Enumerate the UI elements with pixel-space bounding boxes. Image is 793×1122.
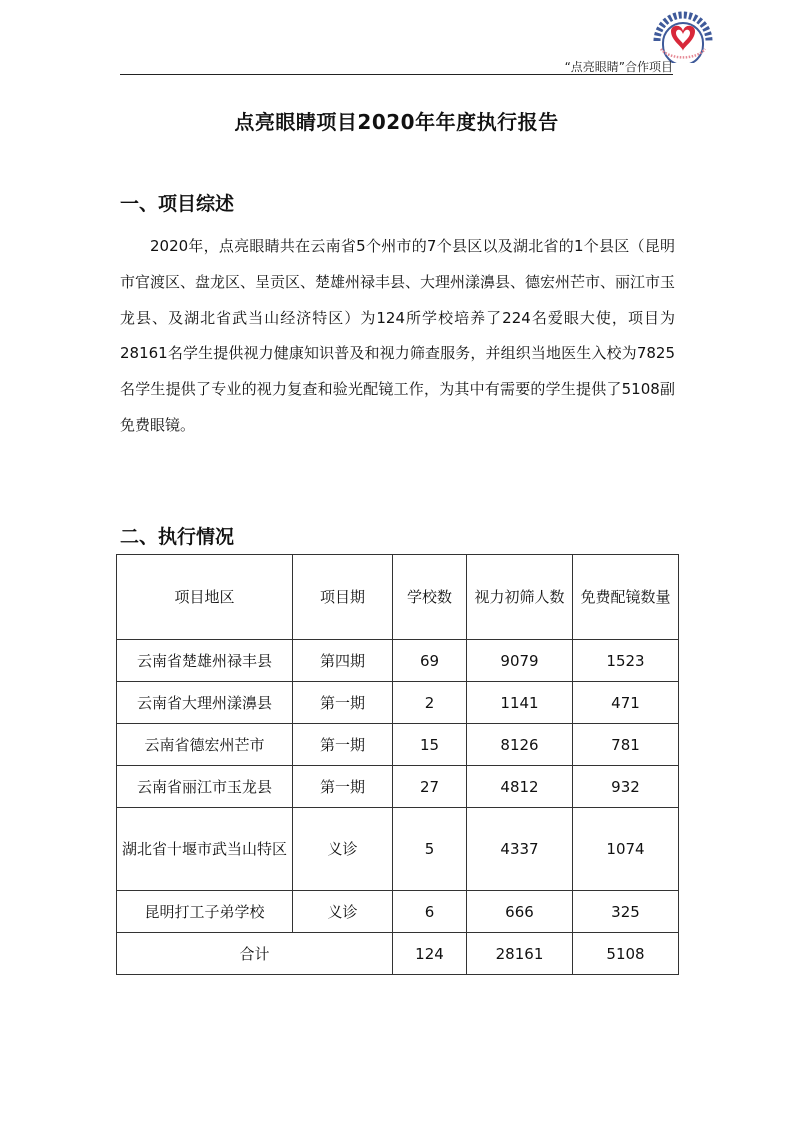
table-row (117, 724, 679, 766)
table-cell: 云南省德宏州芒市 (117, 724, 293, 766)
table-cell: 4812 (467, 766, 573, 808)
table-cell: 第一期 (293, 682, 393, 724)
table-row (117, 640, 679, 682)
overview-paragraph: 2020年，点亮眼睛共在云南省5个州市的7个县区以及湖北省的1个县区（昆明市官渡区、盘龙区、呈贡区、楚雄州禄丰县、大理州漾濞县、德宏州芒市、丽江市玉龙县、及湖北省武当山经济特区）为124所学校培养了224名爱眼大使，项目为28161名学生提供视力健康知识普及和视力筛查服务，并组织当地医生入校为7825名学生提供了专业的视力复查和验光配镜工作，为其中有需要的学生提供了5108副免费眼镜。 (120, 237, 676, 434)
total-screened: 28161 (467, 933, 573, 975)
total-schools: 124 (393, 933, 467, 975)
table-total-row (117, 933, 679, 975)
table-header-cell: 学校数 (393, 555, 467, 640)
table-cell: 5 (393, 808, 467, 891)
section-heading-overview: 一、项目综述 (120, 193, 235, 215)
table-cell: 1141 (467, 682, 573, 724)
table-header-cell: 项目期 (293, 555, 393, 640)
table-cell: 湖北省十堰市武当山特区 (117, 808, 293, 891)
table-row (117, 808, 679, 891)
table-cell: 9079 (467, 640, 573, 682)
execution-table (116, 554, 679, 975)
total-label: 合计 (117, 933, 393, 975)
table-cell: 第四期 (293, 640, 393, 682)
section-heading-execution: 二、执行情况 (120, 526, 235, 548)
table-cell: 325 (573, 891, 679, 933)
table-cell: 781 (573, 724, 679, 766)
table-cell: 云南省大理州漾濞县 (117, 682, 293, 724)
table-cell: 昆明打工子弟学校 (117, 891, 293, 933)
table-cell: 云南省丽江市玉龙县 (117, 766, 293, 808)
table-cell: 第一期 (293, 724, 393, 766)
table-header-row (117, 555, 679, 640)
table-cell: 2 (393, 682, 467, 724)
table-cell: 666 (467, 891, 573, 933)
table-cell: 8126 (467, 724, 573, 766)
table-row (117, 891, 679, 933)
table-cell: 27 (393, 766, 467, 808)
page-title: 点亮眼睛项目2020年年度执行报告 (234, 110, 559, 134)
table-cell: 932 (573, 766, 679, 808)
table-header-cell: 视力初筛人数 (467, 555, 573, 640)
table-row (117, 766, 679, 808)
total-glasses: 5108 (573, 933, 679, 975)
table-cell: 义诊 (293, 808, 393, 891)
table-cell: 69 (393, 640, 467, 682)
table-row (117, 682, 679, 724)
table-cell: 6 (393, 891, 467, 933)
table-cell: 义诊 (293, 891, 393, 933)
project-logo-icon (651, 7, 715, 63)
table-cell: 15 (393, 724, 467, 766)
table-cell: 1074 (573, 808, 679, 891)
header-tagline: “点亮眼睛”合作项目 (564, 60, 673, 74)
table-cell: 第一期 (293, 766, 393, 808)
table-cell: 云南省楚雄州禄丰县 (117, 640, 293, 682)
table-cell: 471 (573, 682, 679, 724)
table-header-cell: 免费配镜数量 (573, 555, 679, 640)
table-cell: 4337 (467, 808, 573, 891)
table-header-cell: 项目地区 (117, 555, 293, 640)
table-cell: 1523 (573, 640, 679, 682)
header-divider (120, 74, 673, 75)
